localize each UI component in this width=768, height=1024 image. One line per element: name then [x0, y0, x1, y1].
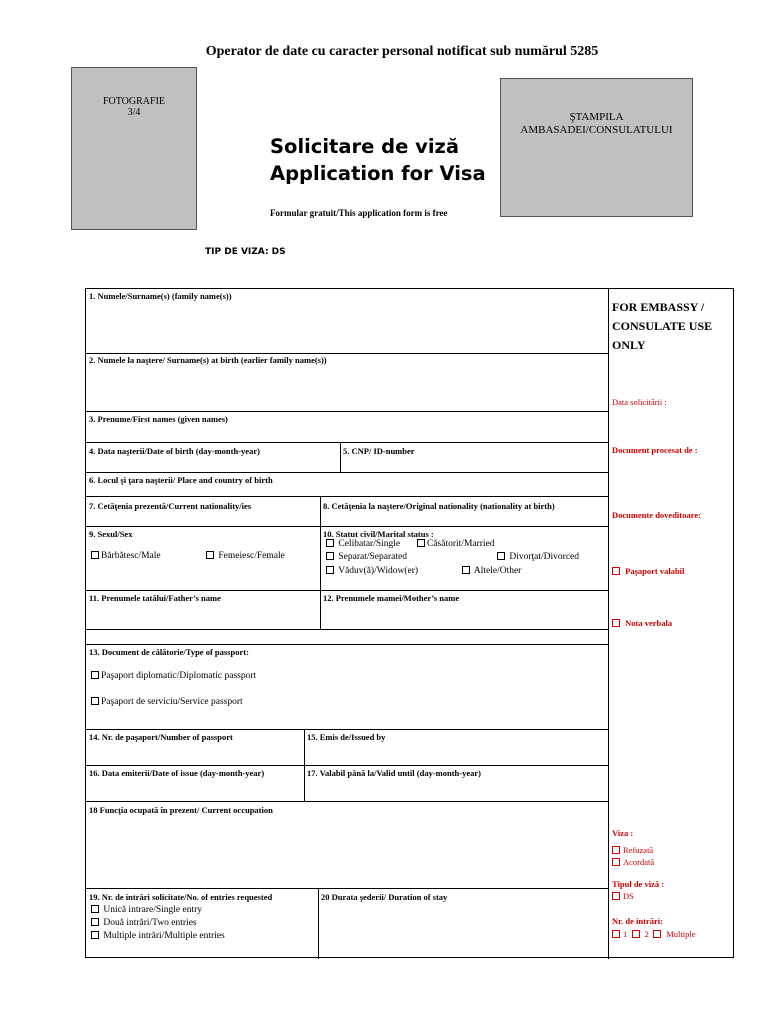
surname-field[interactable]: 1. Numele/Surname(s) (family name(s)): [89, 291, 232, 301]
col-divider: [340, 442, 341, 472]
service-passport-option[interactable]: [91, 697, 243, 707]
marital-status-label: 10. Statut civil/Marital status :: [323, 529, 434, 539]
number-of-entries-label: Nr. de intrări:: [612, 916, 663, 926]
stamp-sublabel: AMBASADEI/CONSULATULUI: [520, 124, 673, 136]
stamp-label: ŞTAMPILA: [569, 111, 624, 123]
checkbox[interactable]: [91, 905, 99, 913]
visa-decision-label: Viza :: [612, 828, 634, 838]
checkbox[interactable]: [653, 930, 661, 938]
checkbox[interactable]: [91, 931, 99, 939]
page-title: [270, 133, 486, 187]
option-label: Divorţat/Divorced: [509, 552, 580, 562]
checkbox[interactable]: [612, 858, 620, 866]
checkbox[interactable]: [612, 892, 620, 900]
option-label: Acordată: [623, 857, 655, 867]
application-date-label: Data solicitării :: [612, 397, 667, 407]
checkbox[interactable]: [632, 930, 640, 938]
diplomatic-passport-option[interactable]: [91, 671, 256, 681]
checkbox[interactable]: [462, 566, 470, 574]
checkbox[interactable]: [206, 551, 214, 559]
birth-surname-field[interactable]: 2. Numele la naştere/ Surname(s) at birth (earlier family name(s)): [89, 355, 327, 365]
status-single-option[interactable]: [326, 539, 400, 549]
checkbox[interactable]: [417, 539, 425, 547]
checkbox[interactable]: [326, 552, 334, 560]
checkbox[interactable]: [326, 566, 334, 574]
current-nationality-field[interactable]: 7. Cetăţenia prezentă/Current nationality/ies: [89, 501, 252, 511]
row-divider: [86, 442, 608, 443]
row-divider: [86, 353, 608, 354]
verbal-note-check[interactable]: [612, 618, 672, 628]
issued-by-field[interactable]: 15. Emis de/Issued by: [307, 732, 386, 742]
free-form-note: Formular gratuit/This application form is free: [270, 208, 448, 218]
checkbox[interactable]: [612, 930, 620, 938]
option-label: Două intrări/Two entries: [103, 918, 197, 928]
visa-type-label: TIP DE VIZA: DS: [205, 247, 286, 257]
entries-two-label: 2: [644, 929, 649, 939]
option-label: DS: [623, 891, 634, 901]
data-operator-header: Operator de date cu caracter personal notificat sub numărul 5285: [205, 44, 599, 59]
checkbox[interactable]: [326, 539, 334, 547]
photo-label: FOTOGRAFIE: [102, 96, 166, 107]
two-entries-option[interactable]: [91, 918, 197, 928]
duration-of-stay-field[interactable]: 20 Durata şederii/ Duration of stay: [321, 892, 448, 902]
sex-field-label: 9. Sexul/Sex: [89, 529, 133, 539]
current-occupation-field[interactable]: 18 Funcţia ocupată în prezent/ Current occupation: [89, 805, 273, 815]
status-separated-option[interactable]: [326, 552, 407, 562]
row-divider: [86, 644, 608, 645]
status-divorced-option[interactable]: [497, 552, 579, 562]
entries-multiple-label: Multiple: [666, 929, 696, 939]
checkbox[interactable]: [497, 552, 505, 560]
date-of-birth-field[interactable]: 4. Data naşterii/Date of birth (day-month-year): [89, 446, 260, 456]
embassy-heading-line: ONLY: [612, 338, 646, 352]
checkbox[interactable]: [91, 918, 99, 926]
entries-one-label: 1: [623, 929, 628, 939]
checkbox[interactable]: [91, 671, 99, 679]
checkbox[interactable]: [91, 697, 99, 705]
sex-female-option[interactable]: [206, 551, 285, 561]
stamp-placeholder: [500, 78, 693, 217]
option-label: Văduv(ă)/Widow(er): [338, 566, 419, 576]
option-label: Căsătorit/Married: [427, 539, 495, 549]
processed-by-label: Document procesat de :: [612, 445, 698, 455]
checkbox[interactable]: [612, 567, 620, 575]
visa-granted-check[interactable]: [612, 857, 654, 867]
multiple-entries-option[interactable]: [91, 931, 225, 941]
sex-male-option[interactable]: [91, 551, 161, 561]
row-divider: [86, 496, 608, 497]
visa-refused-check[interactable]: [612, 845, 653, 855]
row-divider: [86, 729, 608, 730]
checkbox[interactable]: [612, 619, 620, 627]
valid-passport-check[interactable]: [612, 566, 684, 576]
status-married-option[interactable]: [417, 539, 495, 549]
passport-number-field[interactable]: 14. Nr. de paşaport/Number of passport: [89, 732, 233, 742]
option-label: Femeiesc/Female: [218, 551, 285, 561]
embassy-use-heading: [612, 298, 712, 355]
visa-type-ds-check[interactable]: [612, 891, 634, 901]
option-label: Refuzată: [623, 845, 654, 855]
photo-size: 3/4: [127, 107, 141, 118]
place-of-birth-field[interactable]: 6. Locul şi ţara naşterii/ Place and country of birth: [89, 475, 273, 485]
col-divider: [320, 496, 321, 590]
row-divider: [86, 801, 608, 802]
title-ro: Solicitare de viză: [270, 135, 460, 158]
mother-name-field[interactable]: 12. Prenumele mamei/Mother’s name: [323, 593, 460, 603]
option-label: Paşaport valabil: [625, 566, 685, 576]
row-divider: [86, 629, 608, 630]
original-nationality-field[interactable]: 8. Cetăţenia la naştere/Original nationality (nationality at birth): [323, 501, 555, 511]
col-divider: [304, 729, 305, 801]
row-divider: [86, 888, 608, 889]
entries-requested-label: 19. Nr. de intrări solicitate/No. of entries requested: [89, 892, 273, 902]
embassy-heading-line: CONSULATE USE: [612, 319, 713, 333]
option-label: Paşaport diplomatic/Diplomatic passport: [101, 671, 257, 681]
row-divider: [86, 765, 608, 766]
col-divider: [320, 590, 321, 629]
father-name-field[interactable]: 11. Prenumele tatălui/Father’s name: [89, 593, 221, 603]
checkbox[interactable]: [612, 846, 620, 854]
checkbox[interactable]: [91, 551, 99, 559]
embassy-heading-line: FOR EMBASSY /: [612, 300, 705, 314]
date-of-issue-field[interactable]: 16. Data emiterii/Date of issue (day-month-year): [89, 768, 265, 778]
row-divider: [86, 472, 608, 473]
row-divider: [86, 526, 608, 527]
embassy-column-divider: [608, 289, 609, 959]
row-divider: [86, 411, 608, 412]
col-divider: [318, 888, 319, 959]
row-divider: [86, 590, 608, 591]
valid-until-field[interactable]: 17. Valabil până la/Valid until (day-month-year): [307, 768, 481, 778]
option-label: Nota verbala: [625, 618, 673, 628]
title-en: Application for Visa: [270, 162, 486, 185]
entries-choice-row: [612, 929, 696, 939]
first-names-field[interactable]: 3. Prenume/First names (given names): [89, 414, 228, 424]
option-label: Multiple intrări/Multiple entries: [103, 931, 225, 941]
status-widow-option[interactable]: [326, 566, 418, 576]
option-label: Paşaport de serviciu/Service passport: [101, 697, 243, 707]
option-label: Separat/Separated: [338, 552, 407, 562]
option-label: Altele/Other: [473, 566, 522, 576]
embassy-visa-type-label: Tipul de viză :: [612, 879, 665, 889]
supporting-documents-label: Documente doveditoare:: [612, 510, 701, 520]
single-entry-option[interactable]: [91, 905, 202, 915]
option-label: Bărbătesc/Male: [101, 551, 161, 561]
travel-document-label: 13. Document de călătorie/Type of passport:: [89, 647, 249, 657]
option-label: Unică intrare/Single entry: [103, 905, 203, 915]
option-label: Celibatar/Single: [338, 539, 401, 549]
photo-placeholder: [71, 67, 197, 230]
status-other-option[interactable]: [462, 566, 521, 576]
id-number-field[interactable]: 5. CNP/ ID-number: [343, 446, 415, 456]
